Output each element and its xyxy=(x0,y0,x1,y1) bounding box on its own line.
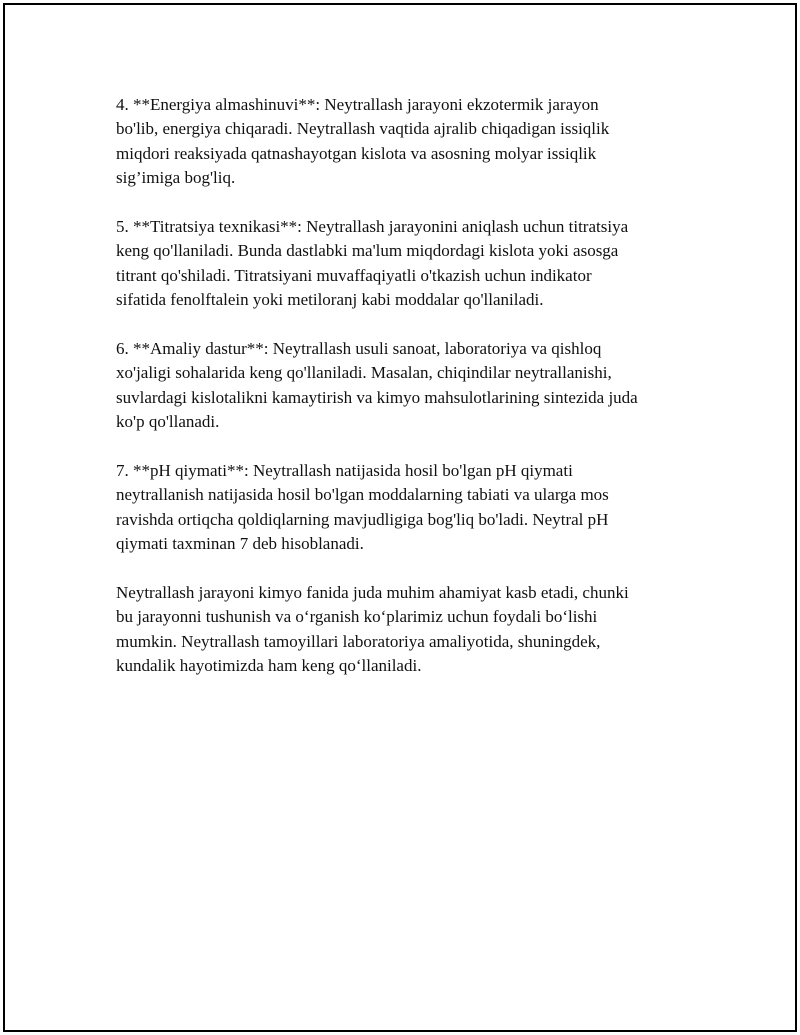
document-body xyxy=(116,93,691,703)
paragraph-energy-exchange: 4. **Energiya almashinuvi**: Neytrallash jarayoni ekzotermik jarayon bo'lib, energiya chiqaradi. Neytrallash vaqtida ajralib chiqadigan issiqlik miqdori reaksiyada qatnashayotgan kislota va asosning molyar issiqlik sig’imiga bog'liq. xyxy=(116,95,610,188)
paragraph-ph-value: 7. **pH qiymati**: Neytrallash natijasida hosil bo'lgan pH qiymati neytrallanish natijasida hosil bo'lgan moddalarning tabiati va ularga mos ravishda ortiqcha qoldiqlarning mavjudligiga bog'liq bo'ladi. Neytral pH qiymati taxminan 7 deb hisoblanadi. xyxy=(116,461,609,554)
paragraph-practical-application: 6. **Amaliy dastur**: Neytrallash usuli sanoat, laboratoriya va qishloq xo'jaligi sohalarida keng qo'llaniladi. Masalan, chiqindilar neytrallanishi, suvlardagi kislotalikni kamaytirish va kimyo mahsulotlarining sintezida juda ko'p qo'llanadi. xyxy=(116,339,638,432)
paragraph-conclusion: Neytrallash jarayoni kimyo fanida juda muhim ahamiyat kasb etadi, chunki bu jarayonni tushunish va o‘rganish ko‘plarimiz uchun foydali bo‘lishi mumkin. Neytrallash tamoyillari laboratoriya amaliyotida, shuningdek, kundalik hayotimizda ham keng qo‘llaniladi. xyxy=(116,583,629,676)
paragraph-titration-technique: 5. **Titratsiya texnikasi**: Neytrallash jarayonini aniqlash uchun titratsiya keng qo'llaniladi. Bunda dastlabki ma'lum miqdordagi kislota yoki asosga titrant qo'shiladi. Titratsiyani muvaffaqiyatli o'tkazish uchun indikator sifatida fenolftalein yoki metiloranj kabi moddalar qo'llaniladi. xyxy=(116,217,629,310)
